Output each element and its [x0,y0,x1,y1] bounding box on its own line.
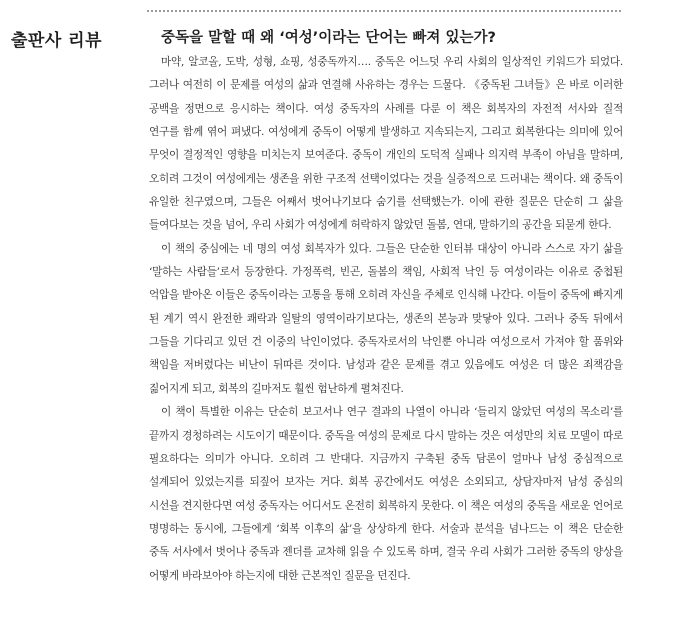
section-label: 출판사 리뷰 [11,31,103,51]
paragraph-3: 이 책이 특별한 이유는 단순히 보고서나 연구 결과의 나열이 아니라 ‘들리지 않았던 여성의 목소리’를 끝까지 경청하려는 시도이기 때문이다. 중독을 여성의 문제로 다시 말하는 것은 여성만의 치료 모델이 따로 필요하다는 의미가 아니다. 오히려 그 반대다. 지금까지 구축된 중독 담론이 얼마나 남성 중심적으로 설계되어 있었는지를 되짚어 보자는 거다. 회복 공간에서도 여성은 소외되고, 상담자마저 남성 중심의 시선을 견지한다면 여성 중독자는 어디서도 온전히 회복하지 못한다. 이 책은 여성의 중독을 새로운 언어로 명명하는 동시에, 그들에게 ‘회복 이후의 삶’을 상상하게 한다. 서술과 분석을 넘나드는 이 책은 단순한 중독 서사에서 벗어나 중독과 젠더를 교차해 읽을 수 있도록 하며, 결국 우리 사회가 그러한 중독의 양상을 어떻게 바라보아야 하는지에 대한 근본적인 질문을 던진다. [149,406,623,582]
article-title: 중독을 말할 때 왜 ‘여성’이라는 단어는 빠져 있는가? [161,30,496,46]
top-divider [147,10,621,12]
paragraph-1: 마약, 알코올, 도박, 성형, 쇼핑, 성중독까지…. 중독은 어느덧 우리 사회의 일상적인 키워드가 되었다. 그러나 여전히 이 문제를 여성의 삶과 연결해 사유하는 경우는 드물다. 《중독된 그녀들》은 바로 이러한 공백을 정면으로 응시하는 책이다. 여성 중독자의 사례를 다룬 이 책은 회복자의 자전적 서사와 질적 연구를 함께 엮어 펴냈다. 여성에게 중독이 어떻게 발생하고 지속되는지, 그리고 회복한다는 의미에 있어 무엇이 결정적인 영향을 미치는지 보여준다. 중독이 개인의 도덕적 실패나 의지력 부족이 아님을 말하며, 오히려 그것이 여성에게는 생존을 위한 구조적 선택이었다는 것을 실증적으로 드러내는 책이다. 왜 중독이 유일한 친구였으며, 그들은 어째서 벗어나기보다 숨기를 선택했는가. 이에 관한 질문은 단순히 그 삶을 들여다보는 것을 넘어, 우리 사회가 여성에게 허락하지 않았던 돌봄, 연대, 말하기의 공간을 되묻게 한다. [149,56,623,232]
review-article [149,28,623,588]
article-body [149,51,623,588]
paragraph-2: 이 책의 중심에는 네 명의 여성 회복자가 있다. 그들은 단순한 인터뷰 대상이 아니라 스스로 자기 삶을 ‘말하는 사람들’로서 등장한다. 가정폭력, 빈곤, 돌봄의 책임, 사회적 낙인 등 여성이라는 이유로 중첩된 억압을 받아온 이들은 중독이라는 고통을 통해 오히려 자신을 주체로 인식해 나간다. 이들이 중독에 빠지게 된 계기 역시 완전한 쾌락과 일탈의 영역이라기보다는, 생존의 본능과 맞닿아 있다. 그러나 중독 뒤에서 그들을 기다리고 있던 건 이중의 낙인이었다. 중독자로서의 낙인뿐 아니라 여성으로서 가져야 할 품위와 책임을 저버렸다는 비난이 뒤따른 것이다. 남성과 같은 문제를 겪고 있음에도 여성은 더 많은 죄책감을 짊어지게 되고, 회복의 길마저도 훨씬 험난하게 펼쳐진다. [149,242,623,395]
